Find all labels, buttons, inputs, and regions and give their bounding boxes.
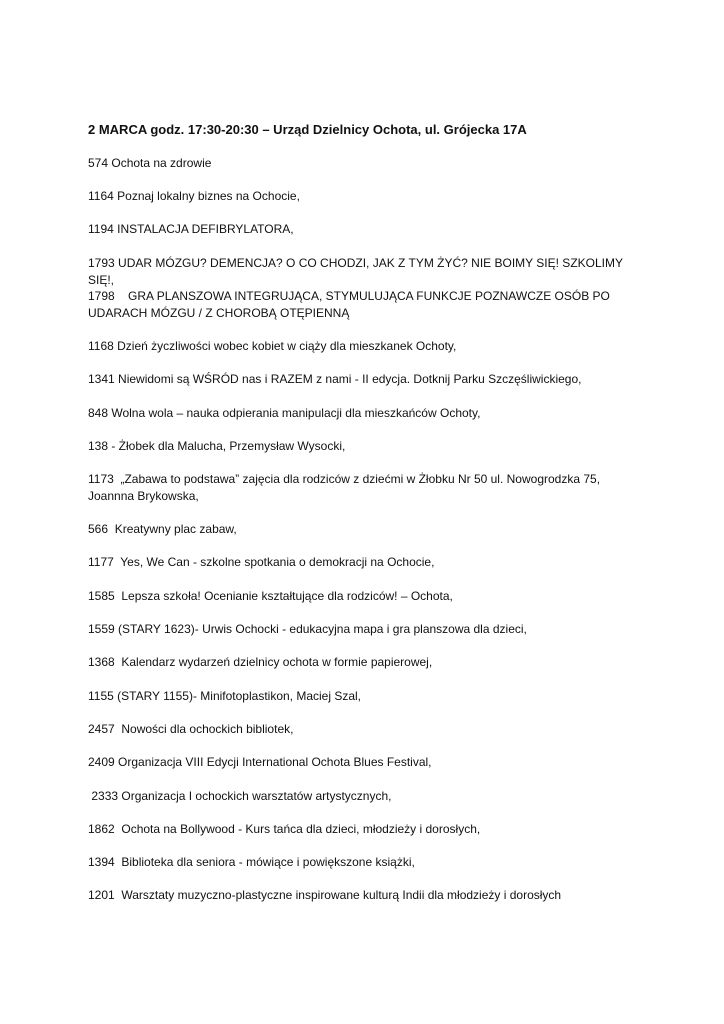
entry-text: 566 Kreatywny plac zabaw, <box>88 522 237 536</box>
list-item <box>88 554 648 571</box>
entry-text: 1194 INSTALACJA DEFIBRYLATORA, <box>88 222 294 236</box>
entry-text: 138 - Żłobek dla Malucha, Przemysław Wysocki, <box>88 439 346 453</box>
list-item <box>88 854 648 871</box>
entry-text: 848 Wolna wola – nauka odpierania manipulacji dla mieszkańców Ochoty, <box>88 406 481 420</box>
list-item <box>88 405 648 422</box>
list-item <box>88 371 648 388</box>
list-item <box>88 588 648 605</box>
list-item <box>88 438 648 455</box>
list-item <box>88 887 648 904</box>
entry-text: 1201 Warsztaty muzyczno-plastyczne inspirowane kulturą Indii dla młodzieży i dorosłych <box>88 888 562 902</box>
page-title: 2 MARCA godz. 17:30-20:30 – Urząd Dzielnicy Ochota, ul. Grójecka 17A <box>88 122 527 137</box>
entry-text: 2409 Organizacja VIII Edycji International Ochota Blues Festival, <box>88 755 432 769</box>
entry-text: 2457 Nowości dla ochockich bibliotek, <box>88 722 294 736</box>
list-item <box>88 754 648 771</box>
list-item <box>88 188 648 205</box>
list-item <box>88 721 648 738</box>
entry-text: 1173 „Zabawa to podstawa” zajęcia dla rodziców z dziećmi w Żłobku Nr 50 ul. Nowogrodzka 75, Joannna Brykowska, <box>88 472 604 503</box>
entry-text: 1177 Yes, We Can - szkolne spotkania o demokracji na Ochocie, <box>88 555 435 569</box>
list-item <box>88 288 648 322</box>
entry-text: 2333 Organizacja I ochockich warsztatów artystycznych, <box>88 789 392 803</box>
list-item <box>88 471 648 505</box>
list-item <box>88 621 648 638</box>
list-item <box>88 688 648 705</box>
entry-text: 1368 Kalendarz wydarzeń dzielnicy ochota w formie papierowej, <box>88 655 433 669</box>
list-item <box>88 155 648 172</box>
entry-text: 574 Ochota na zdrowie <box>88 156 212 170</box>
list-item <box>88 338 648 355</box>
list-item <box>88 821 648 838</box>
list-item <box>88 221 648 238</box>
entry-text: 1862 Ochota na Bollywood - Kurs tańca dla dzieci, młodzieży i dorosłych, <box>88 822 481 836</box>
entry-text: 1793 UDAR MÓZGU? DEMENCJA? O CO CHODZI, JAK Z TYM ŻYĆ? NIE BOIMY SIĘ! SZKOLIMY SIĘ!, <box>88 256 627 287</box>
entry-text: 1164 Poznaj lokalny biznes na Ochocie, <box>88 189 300 203</box>
entry-text: 1341 Niewidomi są WŚRÓD nas i RAZEM z nami - II edycja. Dotknij Parku Szczęśliwickiego, <box>88 372 582 386</box>
entry-text: 1585 Lepsza szkoła! Ocenianie kształtujące dla rodziców! – Ochota, <box>88 589 453 603</box>
entry-text: 1394 Biblioteka dla seniora - mówiące i powiększone książki, <box>88 855 415 869</box>
entry-text: 1559 (STARY 1623)- Urwis Ochocki - edukacyjna mapa i gra planszowa dla dzieci, <box>88 622 527 636</box>
list-item <box>88 654 648 671</box>
list-item <box>88 788 648 805</box>
entry-text: 1168 Dzień życzliwości wobec kobiet w ciąży dla mieszkanek Ochoty, <box>88 339 457 353</box>
list-item <box>88 521 648 538</box>
list-item <box>88 255 648 289</box>
entry-text: 1155 (STARY 1155)- Minifotoplastikon, Maciej Szal, <box>88 689 362 703</box>
entry-text: 1798 GRA PLANSZOWA INTEGRUJĄCA, STYMULUJĄCA FUNKCJE POZNAWCZE OSÓB PO UDARACH MÓZGU / Z CHOROBĄ OTĘPIENNĄ <box>88 289 614 320</box>
